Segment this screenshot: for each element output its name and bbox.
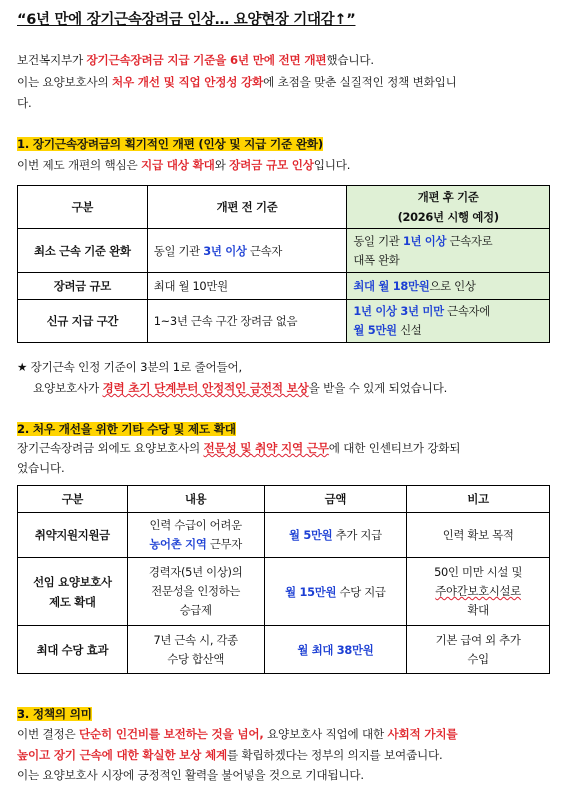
row-label: 장려금 규모	[18, 273, 148, 300]
table-row	[18, 626, 550, 674]
table-header-row	[18, 486, 550, 513]
note-text: 을 받을 수 있게 되었습니다.	[308, 381, 448, 395]
note-line	[33, 378, 447, 398]
section3-line-2	[17, 745, 442, 765]
before-cell: 최대 월 10만원	[147, 273, 347, 300]
cell-text: 선임 요양보호사	[33, 574, 112, 589]
cell-highlight: 농어촌 지역	[149, 537, 207, 551]
desc-text: 입니다.	[313, 158, 351, 172]
after-cell	[347, 300, 550, 343]
intro-line-2	[17, 72, 457, 92]
section2-heading	[17, 419, 236, 439]
desc-text: 이번 제도 개편의 핵심은	[17, 158, 141, 172]
cell-text: 으로 인상	[429, 279, 476, 293]
cell-text: 수입	[467, 651, 489, 666]
page-title: “6년 만에 장기근속장려금 인상… 요양현장 기대감↑”	[17, 12, 356, 28]
desc-text: 장기근속장려금 외에도 요양보호사의	[17, 441, 204, 455]
row-label: 최대 수당 효과	[18, 626, 128, 674]
table-header-row	[18, 186, 550, 229]
note-star-line: ★ 장기근속 인정 기준이 3분의 1로 줄어들어,	[17, 360, 242, 374]
section3-line-3: 이는 요양보호사 시장에 긍정적인 활력을 불어넣을 것으로 기대됩니다.	[17, 768, 364, 782]
row-label: 최소 근속 기준 완화	[18, 229, 148, 273]
row-label: 신규 지급 구간	[18, 300, 148, 343]
content-cell	[127, 558, 264, 626]
table-row	[18, 273, 550, 300]
desc-text: 와	[214, 158, 230, 172]
body-text: 를 확립하겠다는 정부의 의지를 보여줍니다.	[227, 748, 443, 762]
intro-text: 이는 요양보호사의	[17, 75, 112, 89]
body-highlight: 사회적 가치를	[387, 727, 458, 741]
section2-description-1	[17, 438, 460, 458]
section1-heading-text: 1. 장기근속장려금의 획기적인 개편 (인상 및 지급 기준 완화)	[17, 137, 323, 151]
table-header-cell: 구분	[18, 186, 148, 229]
allowance-table	[17, 485, 550, 674]
section3-heading	[17, 704, 92, 724]
table-header-cell	[347, 186, 550, 229]
section2-heading-text: 2. 처우 개선을 위한 기타 수당 및 제도 확대	[17, 422, 236, 436]
before-cell: 1~3년 근속 구간 장려금 없음	[147, 300, 347, 343]
header-after-date: (2026년 시행 예정)	[397, 210, 499, 224]
cell-highlight: 월 최대 38만원	[297, 642, 374, 657]
table-row	[18, 300, 550, 343]
row-label: 취약지원지원금	[18, 513, 128, 558]
cell-text: 근무자	[206, 537, 242, 551]
cell-text: 추가 지급	[332, 528, 382, 542]
cell-text: 확대	[467, 603, 489, 617]
table-row	[18, 229, 550, 273]
cell-text: 기본 급여 외 추가	[435, 632, 521, 647]
cell-highlight: 3년 이상	[203, 243, 247, 258]
amount-cell	[264, 558, 407, 626]
body-highlight: 단순히 인건비를 보전하는 것을 넘어,	[78, 727, 264, 741]
cell-text: 50인 미만 시설 및	[434, 565, 523, 579]
section3-heading-text: 3. 정책의 의미	[17, 707, 92, 721]
cell-highlight: 월 5만원	[288, 528, 333, 542]
table-header-cell: 내용	[127, 486, 264, 513]
desc-text: 에 대한 인센티브가 강화되	[328, 441, 461, 455]
intro-line-3: 다.	[17, 96, 32, 110]
desc-highlight: 전문성 및 취약 지역 근무	[203, 441, 329, 455]
reform-table	[17, 185, 550, 343]
body-text: 요양보호사 직업에 대한	[263, 727, 388, 741]
intro-text: 보건복지부가	[17, 53, 87, 67]
before-cell	[147, 229, 347, 273]
intro-highlight: 장기근속장려금 지급 기준을 6년 만에 전면 개편	[86, 53, 327, 67]
cell-text: 동일 기관	[353, 233, 403, 248]
desc-highlight: 지급 대상 확대	[140, 158, 215, 172]
intro-text: 했습니다.	[326, 53, 374, 67]
cell-text: 주야간보호시설로	[435, 584, 521, 598]
cell-text: 제도 확대	[49, 594, 96, 609]
cell-highlight: 월 15만원	[285, 584, 337, 599]
table-header-cell: 비고	[407, 486, 550, 513]
cell-highlight: 1년 이상 3년 미만	[353, 304, 444, 318]
cell-highlight: 1년 이상	[402, 233, 447, 248]
note-cell	[407, 626, 550, 674]
header-after-label: 개편 후 기준	[417, 190, 479, 204]
table-header-cell: 구분	[18, 486, 128, 513]
cell-text: 신설	[396, 323, 422, 337]
note-text: 요양보호사가	[33, 381, 103, 395]
after-cell	[347, 229, 550, 273]
row-label	[18, 558, 128, 626]
after-cell	[347, 273, 550, 300]
table-row	[18, 558, 550, 626]
intro-highlight: 처우 개선 및 직업 안정성 강화	[111, 75, 264, 89]
cell-text: 수당 합산액	[167, 651, 225, 666]
table-header-cell: 금액	[264, 486, 407, 513]
cell-text: 동일 기관	[153, 243, 204, 258]
note-cell	[407, 558, 550, 626]
table-header-cell: 개편 전 기준	[147, 186, 347, 229]
cell-text: 인력 수급이 어려운	[149, 518, 242, 532]
cell-text: 전문성을 인정하는	[151, 584, 241, 598]
cell-text: 근속자에	[443, 304, 490, 318]
body-text: 이번 결정은	[17, 727, 79, 741]
cell-text: 승급제	[179, 603, 212, 617]
amount-cell	[264, 626, 407, 674]
intro-line-1	[17, 50, 374, 70]
cell-text: 경력자(5년 이상)의	[148, 565, 243, 579]
note-highlight: 경력 초기 단계부터 안정적인 금전적 보상	[102, 381, 309, 395]
note-cell: 인력 확보 목적	[407, 513, 550, 558]
desc-highlight: 장려금 규모 인상	[229, 158, 314, 172]
table-row	[18, 513, 550, 558]
cell-highlight: 최대 월 18만원	[353, 279, 430, 293]
body-highlight: 높이고 장기 근속에 대한 확실한 보상 체계	[17, 748, 228, 762]
amount-cell	[264, 513, 407, 558]
section1-heading	[17, 134, 323, 154]
cell-text: 근속자로	[446, 233, 493, 248]
cell-highlight: 월 5만원	[353, 323, 397, 337]
content-cell	[127, 626, 264, 674]
section1-description	[17, 155, 350, 175]
cell-text: 수당 지급	[336, 584, 386, 599]
section2-description-2: 었습니다.	[17, 461, 65, 475]
intro-text: 에 초점을 맞춘 실질적인 정책 변화입니	[263, 75, 457, 89]
content-cell	[127, 513, 264, 558]
section3-line-1	[17, 724, 457, 744]
cell-text: 7년 근속 시, 각종	[153, 632, 238, 647]
cell-text: 대폭 완화	[353, 252, 400, 267]
cell-text: 근속자	[246, 243, 283, 258]
